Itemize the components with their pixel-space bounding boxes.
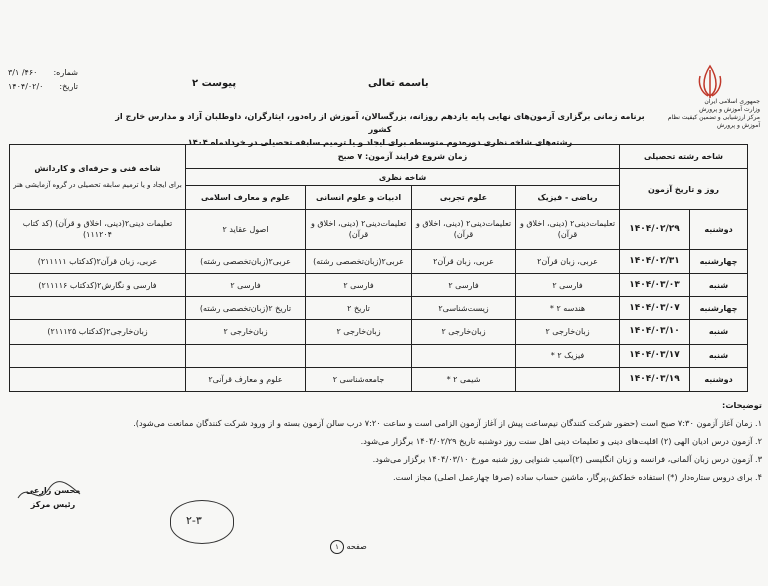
cell-humanities: تاریخ ۲ [306, 297, 412, 320]
cell-islamic: اصول عقاید ۲ [186, 210, 306, 250]
row-date: ۱۴۰۴/۰۲/۲۹ [620, 210, 690, 250]
signature-scribble-icon [14, 478, 84, 508]
cell-tech [10, 297, 186, 320]
date-value: ۱۴۰۴/۰۲/۰ [8, 82, 44, 91]
cell-humanities: تعلیمات‌دینی۲ (دینی، اخلاق و قرآن) [306, 210, 412, 250]
cell-math: تعلیمات‌دینی۲ (دینی، اخلاق و قرآن) [516, 210, 620, 250]
cell-math [516, 367, 620, 391]
subtitle-line-1: برنامه زمانی برگزاری آزمون‌های نهایی پایه یازدهم روزانه، بزرگسالان، آموزش از راه‌دور، ایثارگران، داوطلبان آزاد و مدارس خارج از کشور [115, 111, 645, 134]
cell-math: فیزیک ۲ * [516, 344, 620, 367]
table-row [10, 273, 748, 296]
cell-math: زبان‌خارجی ۲ [516, 320, 620, 344]
cell-humanities: فارسی ۲ [306, 273, 412, 296]
number-label: شماره: [53, 68, 78, 77]
cell-tech: زبان‌خارجی۲(کدکتاب ۲۱۱۱۲۵) [10, 320, 186, 344]
cell-islamic: فارسی ۲ [186, 273, 306, 296]
note-item: ۲. آزمون درس ادیان الهی (۲) اقلیت‌های دینی و تعلیمات دینی اهل سنت روز دوشنبه تاریخ ۱۴۰۴/۰۲/۲۹ برگزار می‌شود. [360, 436, 762, 446]
cell-bio: شیمی ۲ * [412, 367, 516, 391]
ministry-line: جمهوری اسلامی ایران [704, 98, 760, 105]
table-row [10, 297, 748, 320]
cell-tech [10, 367, 186, 391]
cell-math: هندسه ۲ * [516, 297, 620, 320]
notes-section [40, 396, 762, 486]
cell-islamic: زبان‌خارجی ۲ [186, 320, 306, 344]
cell-humanities [306, 344, 412, 367]
cell-tech [10, 344, 186, 367]
date-label: تاریخ: [59, 82, 78, 91]
branch-header: شاخه رشته تحصیلی [620, 145, 748, 169]
row-date: ۱۴۰۴/۰۳/۰۷ [620, 297, 690, 320]
tech-branch-header [10, 145, 186, 210]
cell-bio: زبان‌خارجی ۲ [412, 320, 516, 344]
page-number [330, 540, 367, 554]
bismillah-title: باسمه تعالی [368, 78, 429, 89]
ministry-line: آموزش و پرورش [716, 122, 760, 129]
tech-branch-note: برای ایجاد و یا ترمیم سابقه تحصیلی در گروه آزمایشی هنر [13, 181, 182, 190]
cell-islamic: علوم و معارف قرآنی۲ [186, 367, 306, 391]
row-day: دوشنبه [690, 210, 748, 250]
signer-title: رئیس مرکز [30, 500, 76, 509]
note-item: ۴. برای دروس ستاره‌دار (*) استفاده خط‌کش،پرگار، ماشین حساب ساده (صرفا چهارعمل اصلی) مجاز است. [392, 472, 762, 482]
cell-bio: زیست‌شناسی۲ [412, 297, 516, 320]
cell-islamic: عربی۲(زبان‌تخصصی رشته) [186, 249, 306, 273]
table-row [10, 367, 748, 391]
row-day: چهارشنبه [690, 297, 748, 320]
letter-meta [8, 66, 78, 94]
row-date: ۱۴۰۴/۰۳/۱۰ [620, 320, 690, 344]
row-day: دوشنبه [690, 367, 748, 391]
cell-bio: عربی، زبان قرآن۲ [412, 249, 516, 273]
cell-humanities: زبان‌خارجی ۲ [306, 320, 412, 344]
ministry-line: وزارت آموزش و پرورش [699, 106, 760, 113]
cell-bio [412, 344, 516, 367]
cell-math: فارسی ۲ [516, 273, 620, 296]
stamp-number: ۲-۳ [186, 514, 202, 527]
row-date: ۱۴۰۴/۰۳/۱۹ [620, 367, 690, 391]
table-row [10, 320, 748, 344]
cell-tech: فارسی و نگارش۲(کدکتاب ۲۱۱۱۱۶) [10, 273, 186, 296]
table-row [10, 249, 748, 273]
ministry-line: مرکز ارزشیابی و تضمین کیفیت نظام [667, 114, 760, 121]
day-date-header: روز و تاریخ آزمون [620, 169, 748, 210]
cell-bio: تعلیمات‌دینی۲ (دینی، اخلاق و قرآن) [412, 210, 516, 250]
cell-islamic: تاریخ ۲(زبان‌تخصصی رشته) [186, 297, 306, 320]
start-time-header: زمان شروع فرایند آزمون: ۷ صبح [186, 145, 620, 169]
tech-branch-title: شاخه فنی و حرفه‌ای و کاردانش [34, 164, 161, 174]
row-date: ۱۴۰۴/۰۲/۳۱ [620, 249, 690, 273]
cell-bio: فارسی ۲ [412, 273, 516, 296]
row-day: شنبه [690, 273, 748, 296]
note-item: ۳. آزمون درس زبان آلمانی، فرانسه و زبان انگلیسی (۲)آسیب شنوایی روز شنبه مورخ ۱۴۰۴/۰۳/۱۰ برگزار می‌شود. [372, 454, 762, 464]
number-value: ۴۶۰/ ۳/۱ [8, 68, 38, 77]
field-bio-header: علوم تجربی [412, 185, 516, 209]
subtitle-line-2: رشته‌های شاخه نظری دوره‌دوم متوسطه برای ایجاد و یا ترمیم سابقه تحصیلی در خرداد‌ماه ۱۴۰۴ [187, 137, 573, 147]
field-math-header: ریاضی - فیزیک [516, 185, 620, 209]
row-day: شنبه [690, 344, 748, 367]
office-stamp [170, 500, 234, 544]
theory-branch-header: شاخه نظری [186, 169, 620, 186]
notes-heading: توضیحات: [722, 400, 762, 410]
exam-schedule-table [9, 144, 748, 392]
table-row [10, 210, 748, 250]
cell-islamic [186, 344, 306, 367]
signer-name: محسن زارعی [25, 486, 81, 495]
page-label: صفحه [346, 542, 367, 551]
table-row [10, 344, 748, 367]
attachment-label: پیوست ۲ [192, 78, 237, 89]
row-day: شنبه [690, 320, 748, 344]
cell-tech: عربی، زبان قرآن۲(کدکتاب ۲۱۱۱۱۱) [10, 249, 186, 273]
cell-humanities: عربی۲(زبان‌تخصصی رشته) [306, 249, 412, 273]
cell-tech: تعلیمات دینی۲(دینی، اخلاق و قرآن) (کد کتاب ۱۱۱۲۰۴) [10, 210, 186, 250]
field-islamic-header: علوم و معارف اسلامی [186, 185, 306, 209]
cell-math: عربی، زبان قرآن۲ [516, 249, 620, 273]
field-humanities-header: ادبیات و علوم انسانی [306, 185, 412, 209]
row-date: ۱۴۰۴/۰۳/۱۷ [620, 344, 690, 367]
ministry-block [660, 98, 760, 130]
page-number-value: ۱ [330, 540, 344, 554]
row-day: چهارشنبه [690, 249, 748, 273]
note-item: ۱. زمان آغاز آزمون ۷:۳۰ صبح است (حضور شرکت کنندگان نیم‌ساعت پیش از آغاز آزمون الزامی است و ساعت ۷:۲۰ درب سالن آزمون بسته و از ورود شرکت کنندگان ممانعت می‌شود). [133, 418, 762, 428]
row-date: ۱۴۰۴/۰۳/۰۳ [620, 273, 690, 296]
cell-humanities: جامعه‌شناسی ۲ [306, 367, 412, 391]
iran-emblem-icon [692, 62, 728, 102]
